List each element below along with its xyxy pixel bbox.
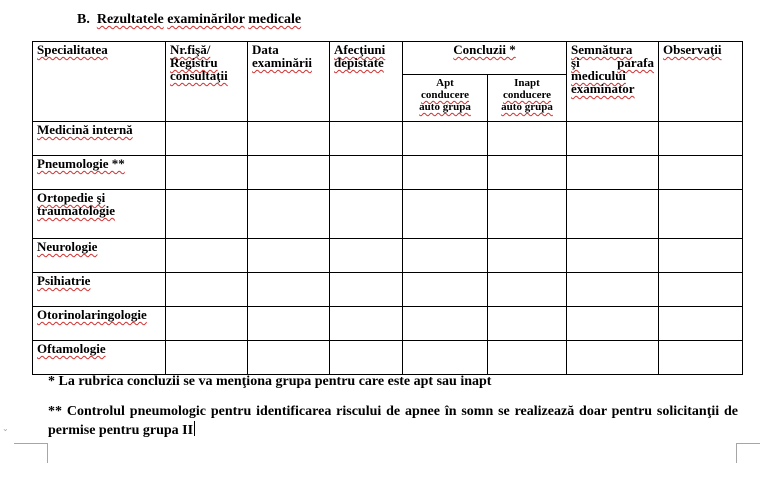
cell-exam-date[interactable] [248,273,330,307]
page-corner-left-mark-vertical [47,443,48,463]
row-specialty-label: Ortopedie şi traumatologie [33,190,166,239]
cell-fit[interactable] [403,122,488,156]
cell-record-number[interactable] [166,190,248,239]
table-row [33,307,743,341]
cell-observations[interactable] [659,239,743,273]
cell-conditions[interactable] [330,239,403,273]
header-conditions: Afecţiuni depistate [330,42,403,122]
page-corner-right-mark-vertical [736,443,737,463]
table-row [33,273,743,307]
header-unfit-to-drive: Inapt conducere auto grupa [488,75,567,122]
cell-exam-date[interactable] [248,239,330,273]
row-specialty-label: Otorinolaringologie [33,307,166,341]
table-row [33,122,743,156]
header-specialty: Specialitatea [33,42,166,122]
row-specialty-label: Medicină internă [33,122,166,156]
cell-fit[interactable] [403,273,488,307]
row-specialty-label: Pneumologie ** [33,156,166,190]
table-row [33,190,743,239]
cell-unfit[interactable] [488,341,567,375]
text-cursor [194,421,195,436]
row-specialty-label: Psihiatrie [33,273,166,307]
cell-exam-date[interactable] [248,156,330,190]
cell-unfit[interactable] [488,122,567,156]
cell-record-number[interactable] [166,122,248,156]
cell-exam-date[interactable] [248,341,330,375]
header-observations: Observaţii [659,42,743,122]
section-heading [77,12,301,28]
cell-observations[interactable] [659,156,743,190]
cell-signature[interactable] [567,273,659,307]
cell-observations[interactable] [659,341,743,375]
section-title-word3: medicale [248,12,302,27]
cell-signature[interactable] [567,190,659,239]
cell-record-number[interactable] [166,239,248,273]
cell-conditions[interactable] [330,341,403,375]
cell-signature[interactable] [567,156,659,190]
header-record-number: Nr.fişă/ Registru consultaţii [166,42,248,122]
section-title-word2: examinărilor [167,12,245,27]
page-corner-right-mark [736,443,760,444]
footnote-conclusions[interactable]: * La rubrica concluzii se va menţiona grupa pentru care este apt sau inapt [48,374,492,389]
table-row [33,341,743,375]
header-conclusions: Concluzii * [403,42,567,75]
margin-marker-icon: ⌄ [2,424,9,433]
page-corner-left-mark [14,443,48,444]
cell-exam-date[interactable] [248,190,330,239]
cell-unfit[interactable] [488,156,567,190]
section-prefix: B. [77,12,90,27]
footnote-pneumology[interactable]: ** Controlul pneumologic pentru identificarea riscului de apnee în somn se realizează doar pentru solicitanţii de permise pentru grupa II [48,404,738,438]
header-fit-to-drive: Apt conducere auto grupa [403,75,488,122]
cell-fit[interactable] [403,307,488,341]
cell-fit[interactable] [403,156,488,190]
cell-observations[interactable] [659,307,743,341]
cell-conditions[interactable] [330,307,403,341]
table-row [33,156,743,190]
cell-conditions[interactable] [330,122,403,156]
cell-fit[interactable] [403,341,488,375]
row-specialty-label: Oftamologie [33,341,166,375]
medical-exam-results-table [32,41,743,375]
cell-signature[interactable] [567,307,659,341]
cell-exam-date[interactable] [248,122,330,156]
cell-observations[interactable] [659,273,743,307]
header-exam-date: Data examinării [248,42,330,122]
cell-conditions[interactable] [330,156,403,190]
cell-conditions[interactable] [330,273,403,307]
cell-record-number[interactable] [166,273,248,307]
cell-record-number[interactable] [166,341,248,375]
cell-exam-date[interactable] [248,307,330,341]
header-signature: Semnătura şi parafa medicului examinator [567,42,659,122]
cell-record-number[interactable] [166,156,248,190]
cell-unfit[interactable] [488,307,567,341]
cell-unfit[interactable] [488,273,567,307]
cell-fit[interactable] [403,190,488,239]
cell-unfit[interactable] [488,239,567,273]
section-title-word1: Rezultatele [96,12,164,27]
cell-observations[interactable] [659,190,743,239]
table-row [33,239,743,273]
cell-signature[interactable] [567,122,659,156]
cell-record-number[interactable] [166,307,248,341]
row-specialty-label: Neurologie [33,239,166,273]
cell-unfit[interactable] [488,190,567,239]
cell-conditions[interactable] [330,190,403,239]
cell-observations[interactable] [659,122,743,156]
cell-signature[interactable] [567,239,659,273]
cell-fit[interactable] [403,239,488,273]
cell-signature[interactable] [567,341,659,375]
